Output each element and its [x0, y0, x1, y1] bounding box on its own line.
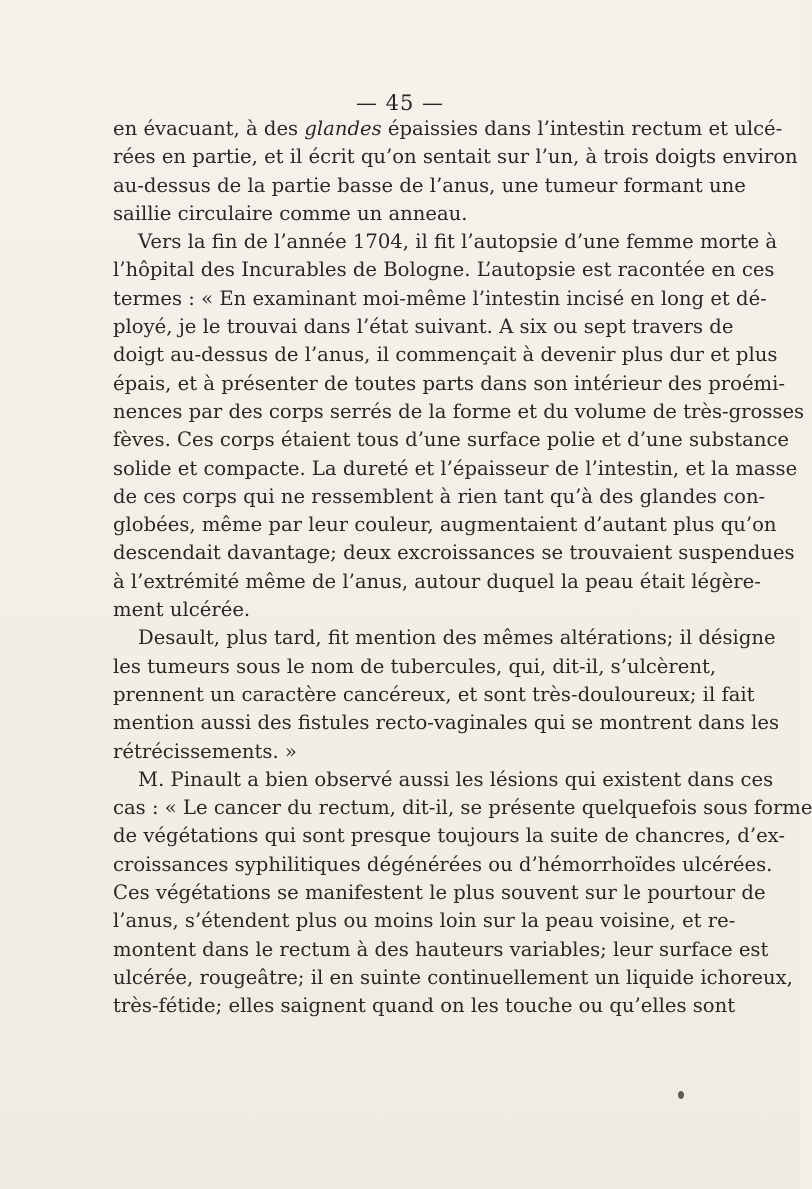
text-segment: ment ulcérée.	[113, 598, 251, 622]
text-line	[113, 143, 798, 171]
text-line	[113, 200, 683, 228]
italic-text: glandes	[304, 117, 382, 140]
text-segment: Ces végétations se manifestent le plus souvent sur le pourtour de	[113, 881, 766, 905]
text-segment: rétrécissements. »	[113, 739, 297, 763]
text-segment: ulcérée, rougeâtre; il en suinte continuellement un liquide ichoreux,	[113, 965, 793, 989]
text-line	[113, 115, 783, 143]
text-line	[113, 879, 766, 907]
text-line	[113, 256, 775, 284]
text-line	[113, 483, 766, 511]
text-line	[113, 455, 798, 483]
text-line	[113, 398, 805, 426]
text-line	[113, 738, 683, 766]
text-line	[113, 341, 778, 369]
text-line	[113, 426, 790, 454]
text-segment: de ces corps qui ne ressemblent à rien tant qu’à des glandes con-	[113, 484, 766, 508]
body-text	[113, 115, 812, 1021]
text-segment: à l’extrémité même de l’anus, autour duquel la peau était légère-	[113, 569, 761, 593]
text-segment: très-fétide; elles saignent quand on les touche ou qu’elles sont	[113, 994, 736, 1018]
text-segment: montent dans le rectum à des hauteurs variables; leur surface est	[113, 937, 769, 961]
ink-speck	[678, 1091, 684, 1099]
text-segment: M. Pinault a bien observé aussi les lésions qui existent dans ces	[138, 767, 774, 791]
text-line	[113, 992, 736, 1020]
text-line	[113, 907, 736, 935]
text-line	[113, 822, 785, 850]
text-segment: fèves. Ces corps étaient tous d’une surface polie et d’une substance	[113, 428, 790, 452]
text-segment: globées, même par leur couleur, augmentaient d’autant plus qu’on	[113, 513, 777, 537]
text-segment: prennent un caractère cancéreux, et sont très-douloureux; il fait	[113, 682, 755, 706]
text-segment: saillie circulaire comme un anneau.	[113, 201, 468, 225]
text-line	[113, 709, 780, 737]
text-line	[113, 228, 778, 256]
text-line	[113, 766, 774, 794]
text-segment: ployé, je le trouvai dans l’état suivant. A six ou sept travers de	[113, 315, 734, 339]
text-segment: doigt au-dessus de l’anus, il commençait à devenir plus dur et plus	[113, 343, 778, 367]
text-segment: en évacuant, à des	[113, 117, 305, 140]
text-segment: les tumeurs sous le nom de tubercules, qui, dit-il, s’ulcèrent,	[113, 654, 717, 678]
text-segment: descendait davantage; deux excroissances se trouvaient suspendues	[113, 541, 795, 565]
text-line	[113, 511, 777, 539]
text-segment: rées en partie, et il écrit qu’on sentait sur l’un, à trois doigts environ	[113, 145, 798, 169]
text-segment: épaissies dans l’intestin rectum et ulcé-	[381, 117, 783, 140]
text-line	[113, 370, 786, 398]
text-segment: croissances syphilitiques dégénérées ou d’hémorrhoïdes ulcérées.	[113, 852, 773, 876]
text-segment: mention aussi des fistules recto-vaginales qui se montrent dans les	[113, 711, 780, 735]
text-line	[113, 653, 717, 681]
text-segment: l’hôpital des Incurables de Bologne. L’autopsie est racontée en ces	[113, 258, 775, 282]
text-segment: Desault, plus tard, fit mention des mêmes altérations; il désigne	[138, 626, 776, 650]
text-segment: nences par des corps serrés de la forme et du volume de très-grosses	[113, 399, 805, 423]
text-segment: épais, et à présenter de toutes parts dans son intérieur des proémi-	[113, 371, 786, 395]
text-line	[113, 851, 773, 879]
text-segment: cas : « Le cancer du rectum, dit-il, se présente quelquefois sous forme	[113, 796, 812, 820]
text-line	[113, 172, 746, 200]
text-line	[113, 794, 812, 822]
text-segment: termes : « En examinant moi-même l’intestin incisé en long et dé-	[113, 286, 767, 310]
text-line	[113, 313, 734, 341]
text-line	[113, 624, 776, 652]
text-segment: au-dessus de la partie basse de l’anus, une tumeur formant une	[113, 173, 746, 197]
text-line	[113, 936, 769, 964]
text-segment: de végétations qui sont presque toujours la suite de chancres, d’ex-	[113, 824, 785, 848]
text-line	[113, 964, 793, 992]
text-segment: l’anus, s’étendent plus ou moins loin sur la peau voisine, et re-	[113, 909, 736, 933]
text-line	[113, 568, 761, 596]
text-line	[113, 539, 795, 567]
text-line	[113, 285, 767, 313]
text-line	[113, 596, 683, 624]
text-segment: Vers la fin de l’année 1704, il fit l’autopsie d’une femme morte à	[138, 230, 778, 254]
text-line	[113, 681, 755, 709]
text-segment: solide et compacte. La dureté et l’épaisseur de l’intestin, et la masse	[113, 456, 798, 480]
page-number: — 45 —	[355, 91, 445, 115]
